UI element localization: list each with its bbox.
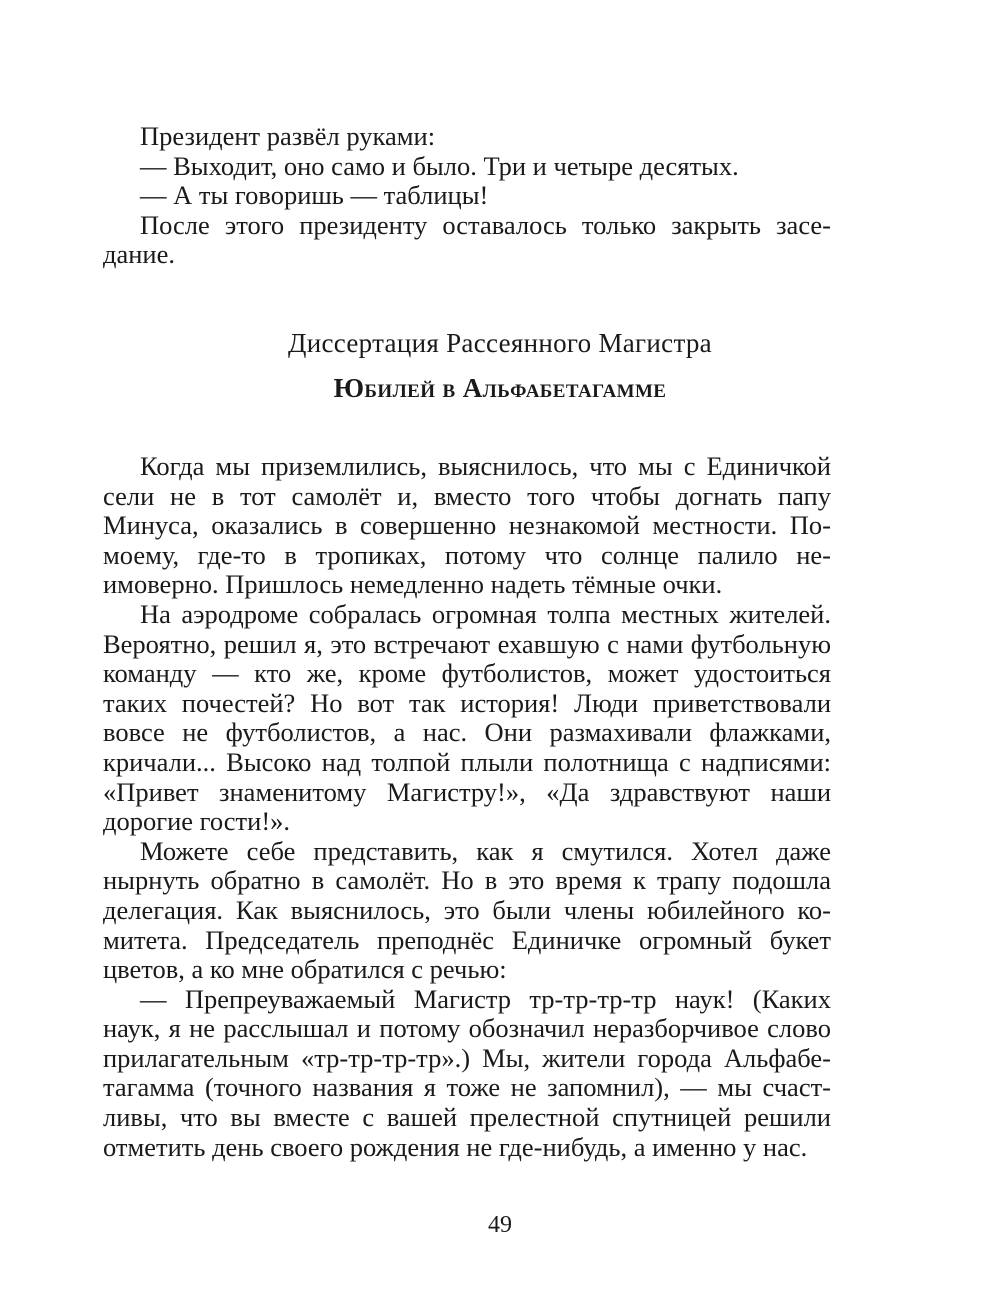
- intro-dialogue-line: — Выходит, оно само и было. Три и четыре десятых.: [140, 150, 739, 181]
- chapter-title: Юбилей в Альфабетагамме: [333, 373, 667, 403]
- intro-dialogue-line: — А ты говоришь — таблицы!: [140, 180, 489, 211]
- body-paragraph: Когда мы приземлились, выяснилось, что мы с Единичкой сели не в тот самолёт и, вместо того чтобы догнать папу Минуса, оказались в совершенно незнакомой местности. По-моему, где-то в тропиках, потому что солнце палило неимоверно. Пришлось немедленно надеть тёмные очки.: [103, 451, 831, 600]
- body-paragraph: — Препреуважаемый Магистр тр-тр-тр-тр наук! (Каких наук, я не расслышал и потому обозначил неразборчивое слово прилагательным «тр-тр-тр-тр».) Мы, жители города Альфабетагамма (точного названия я тоже не запомнил), — мы счастливы, что вы вместе с вашей прелестной спутницей решили отметить день своего рождения не где-нибудь, а именно у нас.: [103, 983, 831, 1162]
- intro-paragraph: Президент развёл руками:: [140, 121, 436, 151]
- intro-paragraph: После этого президенту оставалось только закрыть заседание.: [103, 209, 831, 270]
- chapter-body: [103, 452, 831, 1162]
- page-number: 49: [488, 1212, 512, 1238]
- chapter-subtitle: Диссертация Рассеянного Магистра: [288, 328, 712, 358]
- body-paragraph: На аэродроме собралась огромная толпа местных жителей. Вероятно, решил я, это встречают ехавшую с нами футбольную команду — кто же, кроме футболистов, может удостоиться таких почестей? Но вот так история! Люди приветствовали вовсе не футболистов, а нас. Они размахивали флажками, кричали... Высоко над толпой плыли полотнища с надписями: «Привет знаменитому Магистру!», «Да здравствуют наши дорогие гости!».: [103, 598, 831, 837]
- body-paragraph: Можете себе представить, как я смутился. Хотел даже нырнуть обратно в самолёт. Но в это время к трапу подошла делегация. Как выяснилось, это были члены юбилейного комитета. Председатель преподнёс Единичке огромный букет цветов, а ко мне обратился с речью:: [103, 835, 831, 985]
- intro-text: [103, 122, 831, 270]
